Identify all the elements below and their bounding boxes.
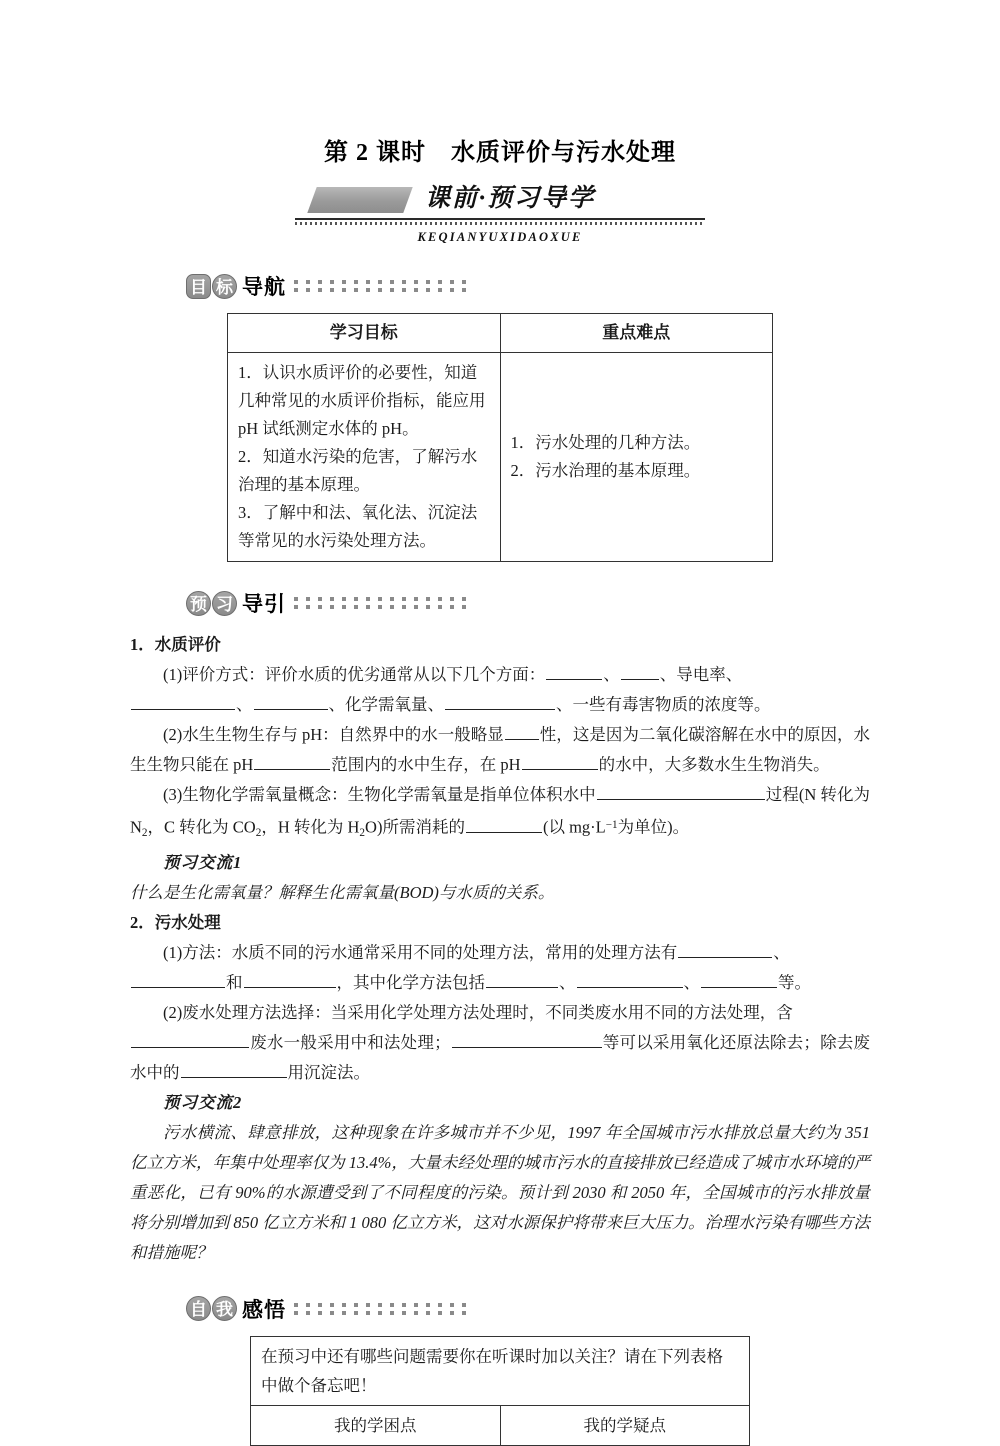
goal-item: 1．认识水质评价的必要性，知道几种常见的水质评价指标，能应用 pH 试纸测定水体的 pH。 bbox=[238, 363, 486, 438]
section-banner bbox=[290, 183, 710, 245]
t1p2-seg-d: 的水中，大多数水生生物消失。 bbox=[598, 755, 830, 774]
exchange-1-question: 什么是生化需氧量？解释生化需氧量(BOD)与水质的关系。 bbox=[130, 882, 555, 902]
topic2-para-2 bbox=[130, 998, 870, 1088]
answer-blank[interactable] bbox=[181, 1060, 287, 1078]
exchange-1-title: 预习交流 bbox=[163, 852, 233, 872]
answer-blank[interactable] bbox=[678, 940, 772, 958]
t1p1-seg-b: 、 bbox=[603, 665, 620, 684]
exchange-2-number: 2 bbox=[233, 1092, 243, 1112]
keypoint-item: 1．污水处理的几种方法。 bbox=[510, 433, 701, 452]
preview-badge-2: 习 bbox=[212, 591, 237, 616]
reflect-badge-1: 自 bbox=[186, 1296, 211, 1321]
t1p1-seg-e: 、化学需氧量、 bbox=[328, 695, 444, 714]
t1p2-seg-a: (2)水生生物生存与 pH：自然界中的水一般略显 bbox=[163, 725, 504, 744]
t1p3-seg-g: 为单位)。 bbox=[617, 817, 690, 837]
t2p1-seg-d: ，其中化学方法包括 bbox=[336, 972, 485, 992]
banner-rule bbox=[295, 218, 705, 220]
subscript-2: 2 bbox=[141, 826, 148, 839]
table-row bbox=[228, 353, 773, 562]
exchange-1-label bbox=[130, 848, 870, 878]
answer-blank[interactable] bbox=[254, 692, 328, 710]
topic-2-heading: 2．污水处理 bbox=[130, 912, 221, 932]
answer-blank[interactable] bbox=[452, 1030, 602, 1048]
t1p3-seg-d: ，H 转化为 H bbox=[261, 817, 360, 837]
exchange-2-label bbox=[130, 1088, 870, 1118]
section-header-preview bbox=[186, 588, 1000, 618]
subscript-2: 2 bbox=[359, 826, 366, 839]
t1p3-seg-c: ，C 转化为 CO bbox=[147, 817, 256, 837]
topic-1-heading: 1．水质评价 bbox=[130, 635, 221, 654]
answer-blank[interactable] bbox=[254, 752, 330, 770]
memo-prompt-row bbox=[251, 1336, 750, 1405]
answer-blank[interactable] bbox=[466, 815, 542, 833]
page-title: 第 2 课时 水质评价与污水处理 bbox=[324, 140, 676, 166]
table-header-row bbox=[228, 314, 773, 353]
t1p3-seg-f: (以 mg·L bbox=[542, 817, 606, 837]
goal-section-label: 导航 bbox=[242, 275, 286, 299]
reflect-section-label: 感悟 bbox=[242, 1297, 286, 1322]
exchange-1-number: 1 bbox=[233, 852, 243, 872]
answer-blank[interactable] bbox=[701, 970, 777, 988]
answer-blank[interactable] bbox=[621, 662, 659, 680]
answer-blank[interactable] bbox=[131, 970, 225, 988]
keypoint-item: 2．污水治理的基本原理。 bbox=[510, 461, 701, 480]
section-header-goal bbox=[186, 271, 1000, 301]
memo-col-difficulties: 我的学困点 bbox=[251, 1405, 501, 1445]
answer-blank[interactable] bbox=[131, 692, 235, 710]
t1p2-seg-b: 性，这是因为二氧化碳溶解在水中的原因，水生生物只能在 pH bbox=[130, 725, 871, 774]
banner-main bbox=[290, 183, 710, 217]
t2p1-seg-b: 、 bbox=[773, 942, 790, 962]
t1p3-seg-e: O)所需消耗的 bbox=[365, 817, 465, 837]
t1p1-seg-f: 、一些有毒害物质的浓度等。 bbox=[556, 695, 771, 714]
preview-body bbox=[130, 630, 870, 1268]
t1p3-seg-a: (3)生物化学需氧量概念：生物化学需氧量是指单位体积水中 bbox=[163, 785, 596, 804]
dotted-decoration bbox=[294, 594, 474, 612]
answer-blank[interactable] bbox=[505, 722, 539, 740]
answer-blank[interactable] bbox=[522, 752, 598, 770]
banner-pinyin: KEQIANYUXIDAOXUE bbox=[417, 230, 583, 244]
goal-item: 2．知道水污染的危害，了解污水治理的基本原理。 bbox=[238, 447, 478, 494]
t1p1-seg-c: 、导电率、 bbox=[659, 665, 743, 684]
t2p2-seg-a: (2)废水处理方法选择：当采用化学处理方法处理时，不同类废水用不同的方法处理，含 bbox=[163, 1002, 793, 1022]
answer-blank[interactable] bbox=[244, 970, 336, 988]
exchange-2-title: 预习交流 bbox=[163, 1092, 233, 1112]
answer-blank[interactable] bbox=[445, 692, 555, 710]
learning-goals-table bbox=[227, 313, 773, 562]
t2p1-seg-c: 和 bbox=[226, 972, 243, 992]
answer-blank[interactable] bbox=[486, 970, 558, 988]
t2p2-seg-b: 废水一般采用中和法处理； bbox=[250, 1032, 451, 1052]
answer-blank[interactable] bbox=[546, 662, 602, 680]
goal-badge-1: 目 bbox=[186, 274, 211, 299]
t1p1-seg-d: 、 bbox=[236, 695, 253, 714]
answer-blank[interactable] bbox=[597, 782, 765, 800]
t2p1-seg-g: 等。 bbox=[778, 972, 811, 992]
section-header-reflect bbox=[186, 1294, 1000, 1324]
t2p1-seg-e: 、 bbox=[559, 972, 576, 992]
t2p2-seg-d: 用沉淀法。 bbox=[287, 1062, 370, 1082]
t1p2-seg-c: 范围内的水中生存，在 pH bbox=[331, 755, 521, 774]
col-header-goals: 学习目标 bbox=[228, 314, 501, 353]
memo-header-row bbox=[251, 1405, 750, 1445]
answer-blank[interactable] bbox=[577, 970, 683, 988]
exchange-2-question: 污水横流、肆意排放，这种现象在许多城市并不少见，1997 年全国城市污水排放总量大约为 351 亿立方米，年集中处理率仅为 13.4%，大量未经处理的城市污水的直接排放已经造成了城市水环境的严重恶化，已有 90%的水源遭受到了不同程度的污染。预计到 2030 和 2050 年，全国城市的污水排放量将分别增加到 850 亿立方米和 1 080 亿立方米，这对水源保护将带来巨大压力。治理水污染有哪些方法和措施呢？ bbox=[130, 1122, 870, 1262]
subscript-2: 2 bbox=[255, 826, 262, 839]
memo-prompt: 在预习中还有哪些问题需要你在听课时加以关注？请在下列表格中做个备忘吧！ bbox=[251, 1336, 750, 1405]
t2p1-seg-f: 、 bbox=[683, 972, 700, 992]
superscript-minus-one: −1 bbox=[605, 819, 618, 831]
t2p1-seg-a: (1)方法：水质不同的污水通常采用不同的处理方法，常用的处理方法有 bbox=[163, 942, 678, 962]
topic1-para-1 bbox=[130, 660, 870, 720]
t2p2-seg-c: 等可以采用氧化还原法除去；除去废水中的 bbox=[130, 1032, 871, 1082]
dotted-decoration bbox=[294, 277, 474, 295]
preview-section-label: 导引 bbox=[242, 592, 286, 616]
keypoints-cell bbox=[500, 353, 773, 562]
goals-cell bbox=[228, 353, 501, 562]
topic1-para-3 bbox=[130, 780, 870, 848]
memo-col-doubts: 我的学疑点 bbox=[500, 1405, 750, 1445]
dotted-decoration bbox=[294, 1300, 474, 1318]
banner-title: 课前·预习导学 bbox=[424, 185, 596, 212]
goal-badge-2: 标 bbox=[212, 274, 237, 299]
goal-item: 3．了解中和法、氧化法、沉淀法等常见的水污染处理方法。 bbox=[238, 503, 478, 550]
t1p1-seg-a: (1)评价方式：评价水质的优劣通常从以下几个方面： bbox=[163, 665, 546, 684]
topic2-para-1 bbox=[130, 938, 870, 998]
reflect-badge-2: 我 bbox=[212, 1296, 237, 1321]
topic1-para-2 bbox=[130, 720, 870, 780]
preview-badge-1: 预 bbox=[186, 591, 211, 616]
answer-blank[interactable] bbox=[131, 1030, 249, 1048]
memo-table bbox=[250, 1336, 750, 1446]
col-header-keypoints: 重点难点 bbox=[500, 314, 773, 353]
t1p3-seg-b: 过程(N 转化为 N bbox=[130, 785, 870, 837]
banner-dotted-rule bbox=[295, 222, 705, 225]
